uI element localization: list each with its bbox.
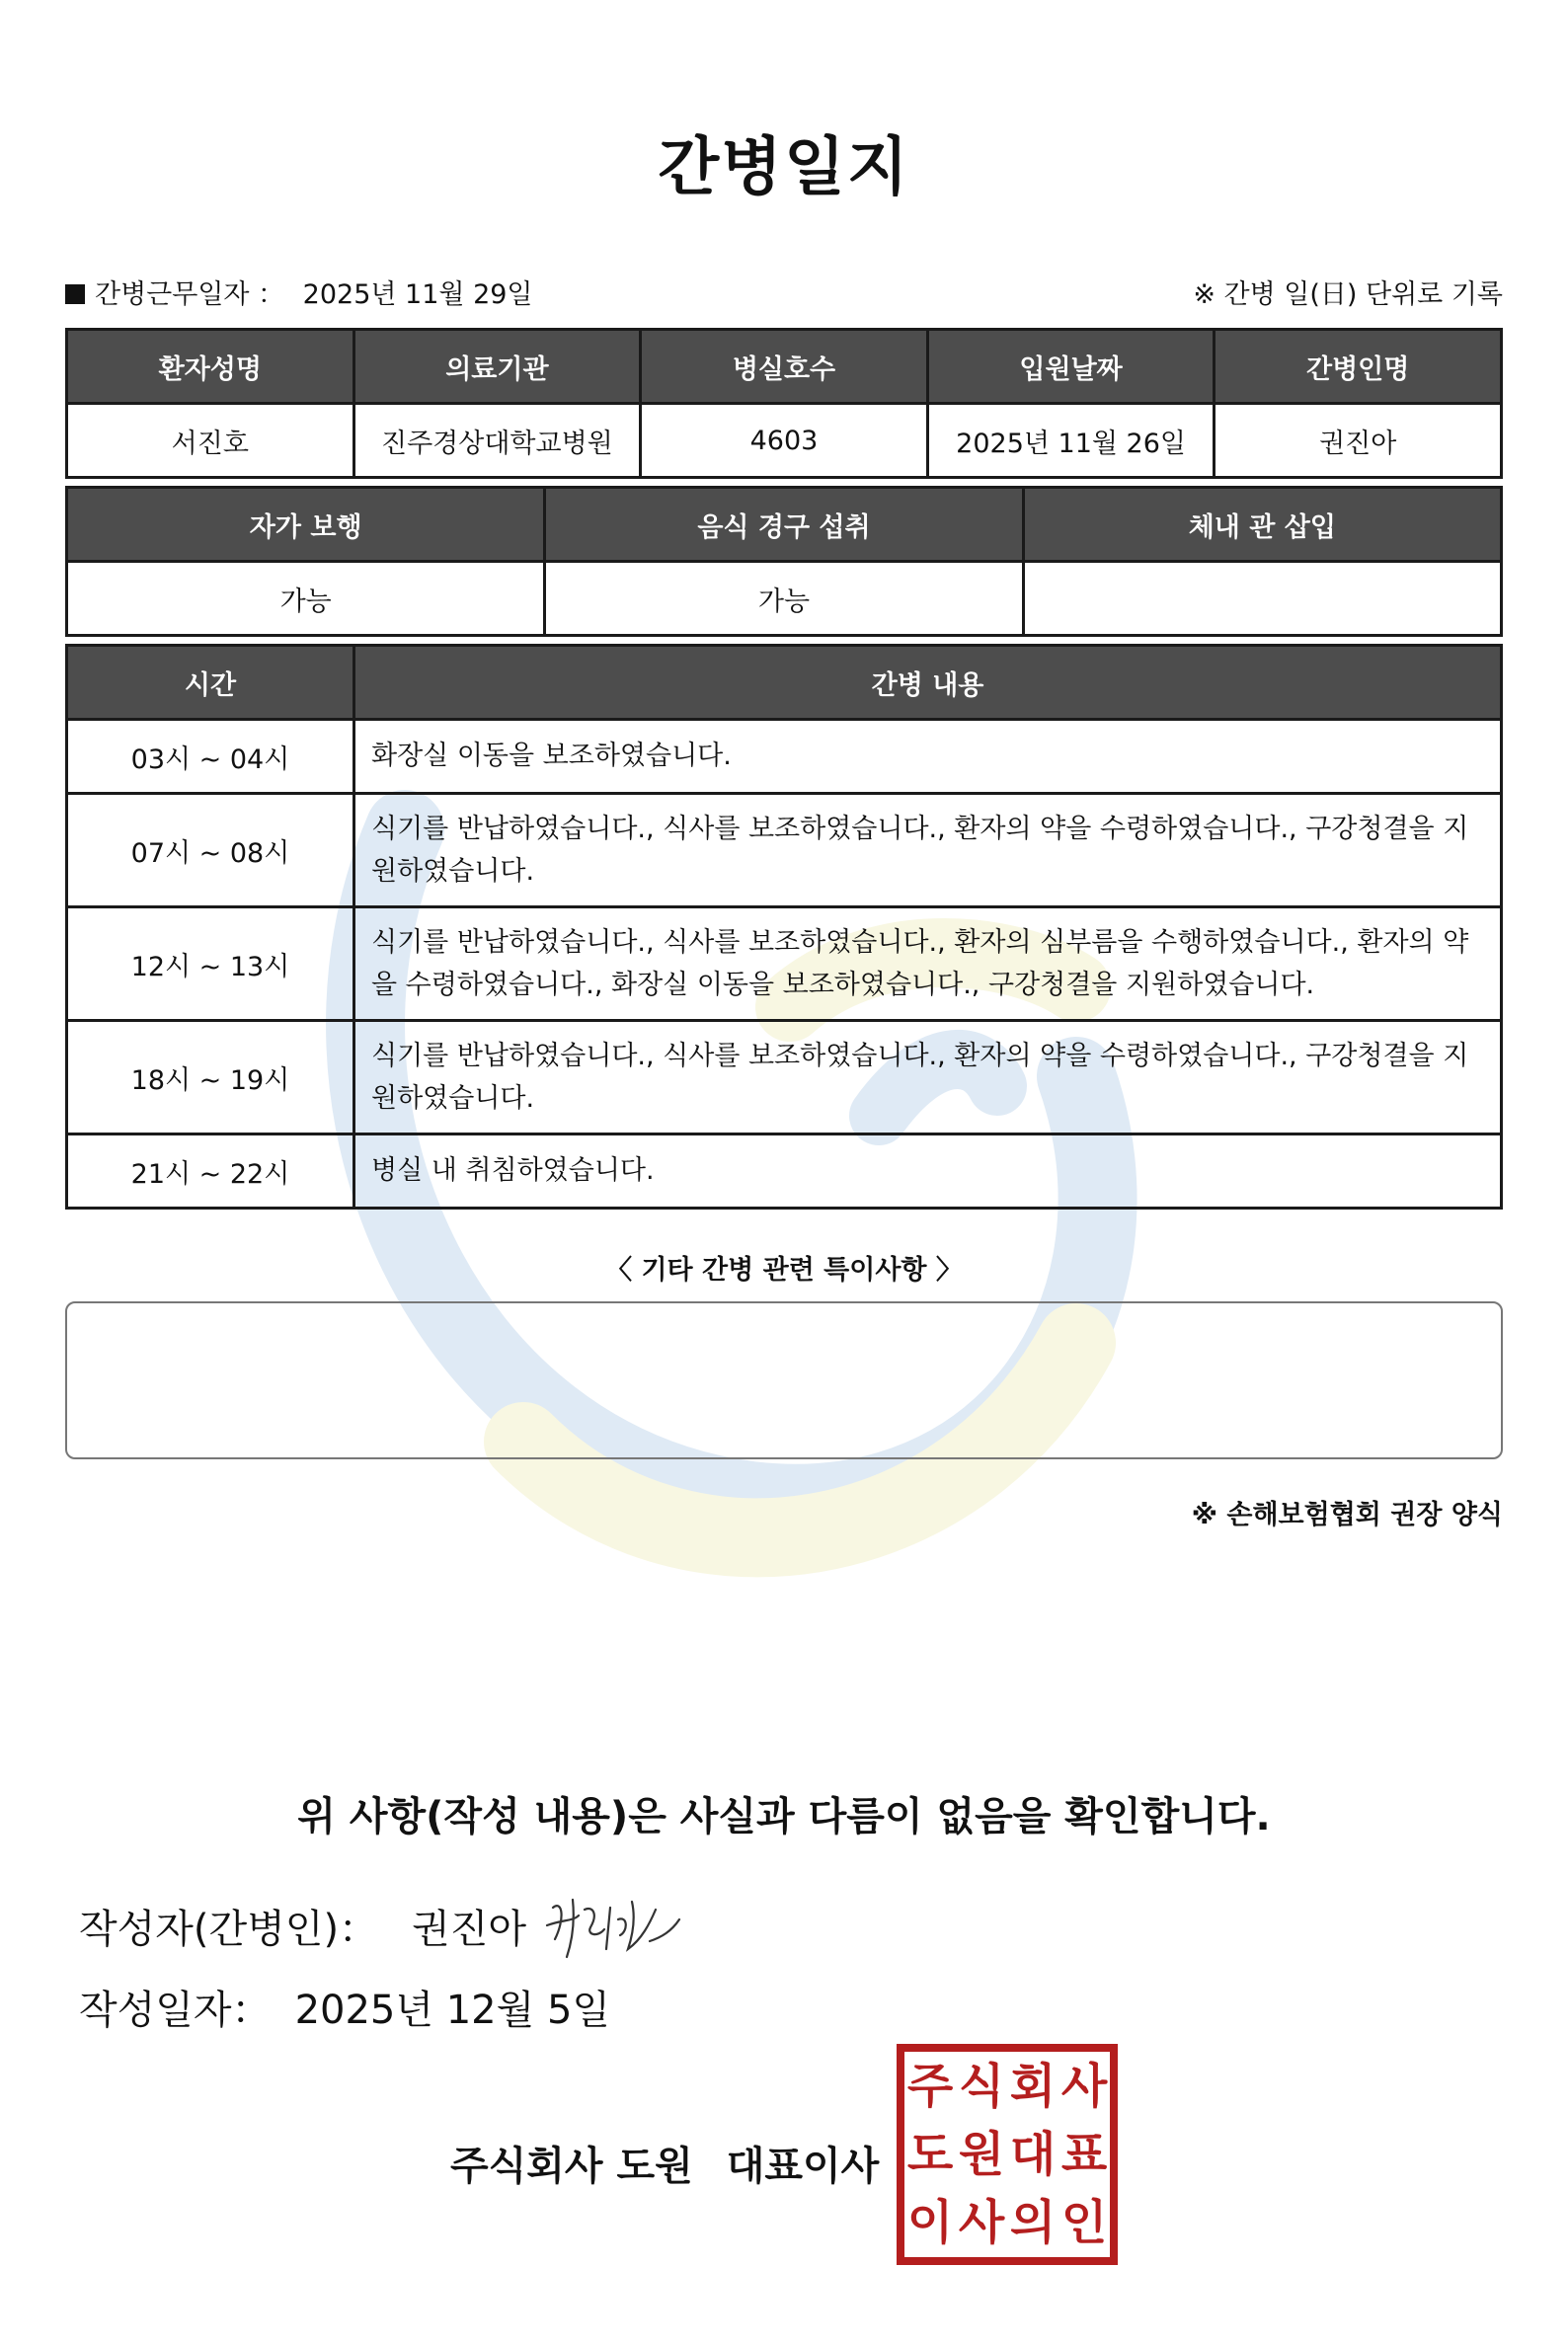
self-walking-value: 가능 <box>67 562 545 636</box>
unit-note: ※ 간병 일(日) 단위로 기록 <box>1193 279 1503 310</box>
seal-char: 사 <box>958 2195 1005 2251</box>
patient-info-table <box>65 328 1503 479</box>
confirmation-statement: 위 사항(작성 내용)은 사실과 다름이 없음을 확인합니다. <box>297 1794 1271 1839</box>
seal-char: 식 <box>958 2058 1005 2114</box>
patient-status-table <box>65 486 1503 637</box>
special-notes-title: 〈 기타 간병 관련 특이사항 〉 <box>605 1255 963 1286</box>
company-seal <box>897 2044 1118 2265</box>
header-care-content: 간병 내용 <box>354 646 1502 720</box>
care-log-table <box>65 644 1503 1210</box>
seal-char: 주 <box>906 2058 954 2114</box>
header-room-number: 병실호수 <box>641 330 928 404</box>
header-admission-date: 입원날짜 <box>927 330 1215 404</box>
table-header-row <box>67 646 1502 720</box>
recommendation-note: ※ 손해보험협회 권장 양식 <box>1191 1500 1503 1530</box>
table-header-row <box>67 488 1502 562</box>
log-content: 식기를 반납하였습니다., 식사를 보조하였습니다., 환자의 약을 수령하였습니다., 구강청결을 지원하였습니다. <box>354 794 1502 907</box>
header-hospital: 의료기관 <box>353 330 641 404</box>
seal-char: 의 <box>1009 2195 1057 2251</box>
log-content: 식기를 반납하였습니다., 식사를 보조하였습니다., 환자의 약을 수령하였습니다., 구강청결을 지원하였습니다. <box>354 1021 1502 1134</box>
log-time: 18시 ~ 19시 <box>67 1021 354 1134</box>
header-self-walking: 자가 보행 <box>67 488 545 562</box>
seal-char: 원 <box>958 2126 1005 2182</box>
caregiver-name: 권진아 <box>1215 404 1502 478</box>
seal-char: 표 <box>1060 2126 1108 2182</box>
seal-char: 회 <box>1009 2058 1057 2114</box>
seal-char: 대 <box>1009 2126 1057 2182</box>
write-date-line <box>79 1979 610 2035</box>
writer-label: 작성자(간병인)： <box>79 1907 379 1952</box>
table-row <box>67 562 1502 636</box>
header-caregiver-name: 간병인명 <box>1215 330 1502 404</box>
write-date-label: 작성일자： <box>79 1988 272 2033</box>
write-date-value: 2025년 12월 5일 <box>294 1988 611 2033</box>
work-date-label: 간병근무일자 ： <box>95 279 285 310</box>
table-header-row <box>67 330 1502 404</box>
header-patient-name: 환자성명 <box>67 330 354 404</box>
log-content: 화장실 이동을 보조하였습니다. <box>354 720 1502 794</box>
oral-intake-value: 가능 <box>545 562 1023 636</box>
log-content: 식기를 반납하였습니다., 식사를 보조하였습니다., 환자의 심부름을 수행하였습니다., 환자의 약을 수령하였습니다., 화장실 이동을 보조하였습니다., 구강청결을 지원하였습니다. <box>354 907 1502 1021</box>
header-tube-insertion: 체내 관 삽입 <box>1023 488 1501 562</box>
work-date-line <box>65 273 533 311</box>
seal-char: 사 <box>1060 2058 1108 2114</box>
writer-name: 권진아 <box>412 1907 526 1952</box>
log-time: 12시 ~ 13시 <box>67 907 354 1021</box>
table-row <box>67 720 1502 794</box>
table-row <box>67 1021 1502 1134</box>
patient-name: 서진호 <box>67 404 354 478</box>
table-row <box>67 794 1502 907</box>
table-row <box>67 404 1502 478</box>
header-time: 시간 <box>67 646 354 720</box>
log-time: 07시 ~ 08시 <box>67 794 354 907</box>
seal-char: 도 <box>906 2126 954 2182</box>
company-line <box>450 2135 879 2191</box>
log-content: 병실 내 취침하였습니다. <box>354 1134 1502 1209</box>
document-title: 간병일지 <box>658 131 910 204</box>
representative-title: 대표이사 <box>726 2144 880 2189</box>
tube-insertion-value <box>1023 562 1501 636</box>
header-oral-intake: 음식 경구 섭취 <box>545 488 1023 562</box>
table-row <box>67 1134 1502 1209</box>
work-date-value: 2025년 11월 29일 <box>302 279 533 310</box>
hospital-name: 진주경상대학교병원 <box>353 404 641 478</box>
seal-char: 이 <box>906 2195 954 2251</box>
square-bullet-icon <box>65 284 85 304</box>
handwritten-signature <box>533 1880 691 1969</box>
log-time: 03시 ~ 04시 <box>67 720 354 794</box>
special-notes-box <box>65 1301 1503 1459</box>
writer-line <box>79 1898 526 1954</box>
company-name: 주식회사 도원 <box>450 2144 693 2189</box>
seal-char: 인 <box>1060 2195 1108 2251</box>
room-number: 4603 <box>641 404 928 478</box>
log-time: 21시 ~ 22시 <box>67 1134 354 1209</box>
table-row <box>67 907 1502 1021</box>
admission-date: 2025년 11월 26일 <box>927 404 1215 478</box>
